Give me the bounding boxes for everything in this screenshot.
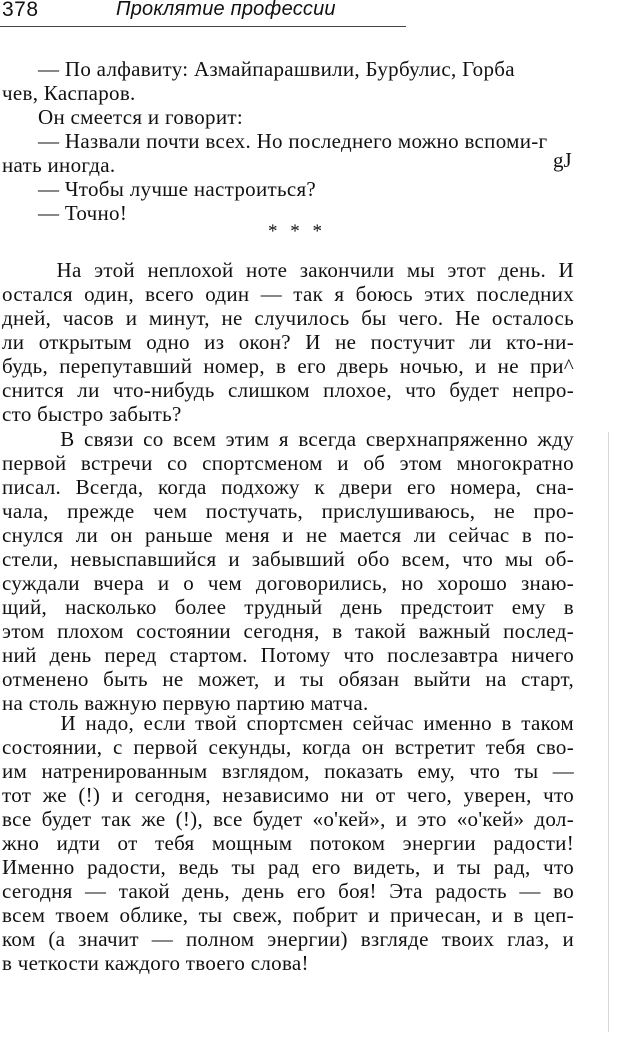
paragraph-line: суждали вчера и о чем договорились, но хорошо знаю- <box>2 571 574 595</box>
paragraph-1 <box>2 258 574 426</box>
paragraph-line: дней, часов и минут, не случилось бы чего. Не осталось <box>2 306 574 330</box>
paragraph-3 <box>2 711 574 975</box>
paragraph-line: отменено быть не может, и ты обязан выйти на старт, <box>2 667 574 691</box>
paragraph-line: им натренированным взглядом, показать ему, что ты — <box>2 759 574 783</box>
running-header <box>0 0 406 27</box>
dialog-line: — Назвали почти всех. Но последнего можно вспоми-г <box>38 129 548 153</box>
paragraph-line: стели, невыспавшийся и забывший обо всем, что мы об- <box>2 547 574 571</box>
paragraph-line: состоянии, с первой секунды, когда он встретит тебя сво- <box>2 735 574 759</box>
paragraph-line: Именно радости, ведь ты рад его видеть, и ты рад, что <box>2 855 574 879</box>
paragraph-line: жно идти от тебя мощным потоком энергии радости! <box>2 831 574 855</box>
paragraph-2 <box>2 427 574 715</box>
paragraph-line: снится ли что-нибудь слишком плохое, что будет непро- <box>2 378 574 402</box>
dialog-line: нать иногда. <box>2 153 116 177</box>
paragraph-line: ли открытым одно из окон? И не постучит ли кто-ни- <box>2 330 574 354</box>
paragraph-line: ком (а значит — полном энергии) взгляде твоих глаз, и <box>2 927 574 951</box>
paragraph-line: ний день перед стартом. Потому что послезавтра ничего <box>2 643 574 667</box>
paragraph-line: первой встречи со спортсменом и об этом многократно <box>2 451 574 475</box>
dialog-line: чев, Каспаров. <box>2 81 136 105</box>
paragraph-line: щий, насколько более трудный день предстоит ему в <box>2 595 574 619</box>
paragraph-line: На этой неплохой ноте закончили мы этот день. И <box>44 258 574 282</box>
dialog-line: — Точно! <box>38 201 128 225</box>
paragraph-line: тот же (!) и сегодня, независимо ни от чего, уверен, что <box>2 783 574 807</box>
paragraph-line: сегодня — такой день, день его боя! Эта радость — во <box>2 879 574 903</box>
paragraph-line: все будет так же (!), все будет «о'кей», и это «о'кей» дол- <box>2 807 574 831</box>
paragraph-line: И надо, если твой спортсмен сейчас именно в таком <box>32 711 574 735</box>
scan-edge-line <box>608 432 609 1032</box>
paragraph-line: чала, прежде чем постучать, прислушиваюсь, не про- <box>2 499 574 523</box>
paragraph-line: будь, перепутавший номер, в его дверь ночью, и не при^ <box>2 354 574 378</box>
paragraph-line: на столь важную первую партию матча. <box>2 691 369 715</box>
dialog-line: — По алфавиту: Азмайпарашвили, Бурбулис, Горба <box>38 57 515 81</box>
page-number: 378 <box>2 0 39 21</box>
running-title: Проклятие профессии <box>116 0 336 20</box>
margin-mark: gJ <box>553 148 572 172</box>
dialog-block <box>2 57 558 225</box>
paragraph-line: снулся ли он раньше меня и не мается ли сейчас в по- <box>2 523 574 547</box>
paragraph-line: В связи со всем этим я всегда сверхнапряженно жду <box>32 427 574 451</box>
section-separator: * * * <box>268 221 326 242</box>
paragraph-line: этом плохом состоянии сегодня, в такой важный послед- <box>2 619 574 643</box>
dialog-line: Он смеется и говорит: <box>38 105 243 129</box>
dialog-line: — Чтобы лучше настроиться? <box>38 177 317 201</box>
paragraph-line: сто быстро забыть? <box>2 402 182 426</box>
paragraph-line: остался один, всего один — так я боюсь этих последних <box>2 282 574 306</box>
paragraph-line: писал. Всегда, когда подхожу к двери его номера, сна- <box>2 475 574 499</box>
paragraph-line: в четкости каждого твоего слова! <box>2 951 309 975</box>
paragraph-line: всем твоем облике, ты свеж, побрит и причесан, и в цеп- <box>2 903 574 927</box>
